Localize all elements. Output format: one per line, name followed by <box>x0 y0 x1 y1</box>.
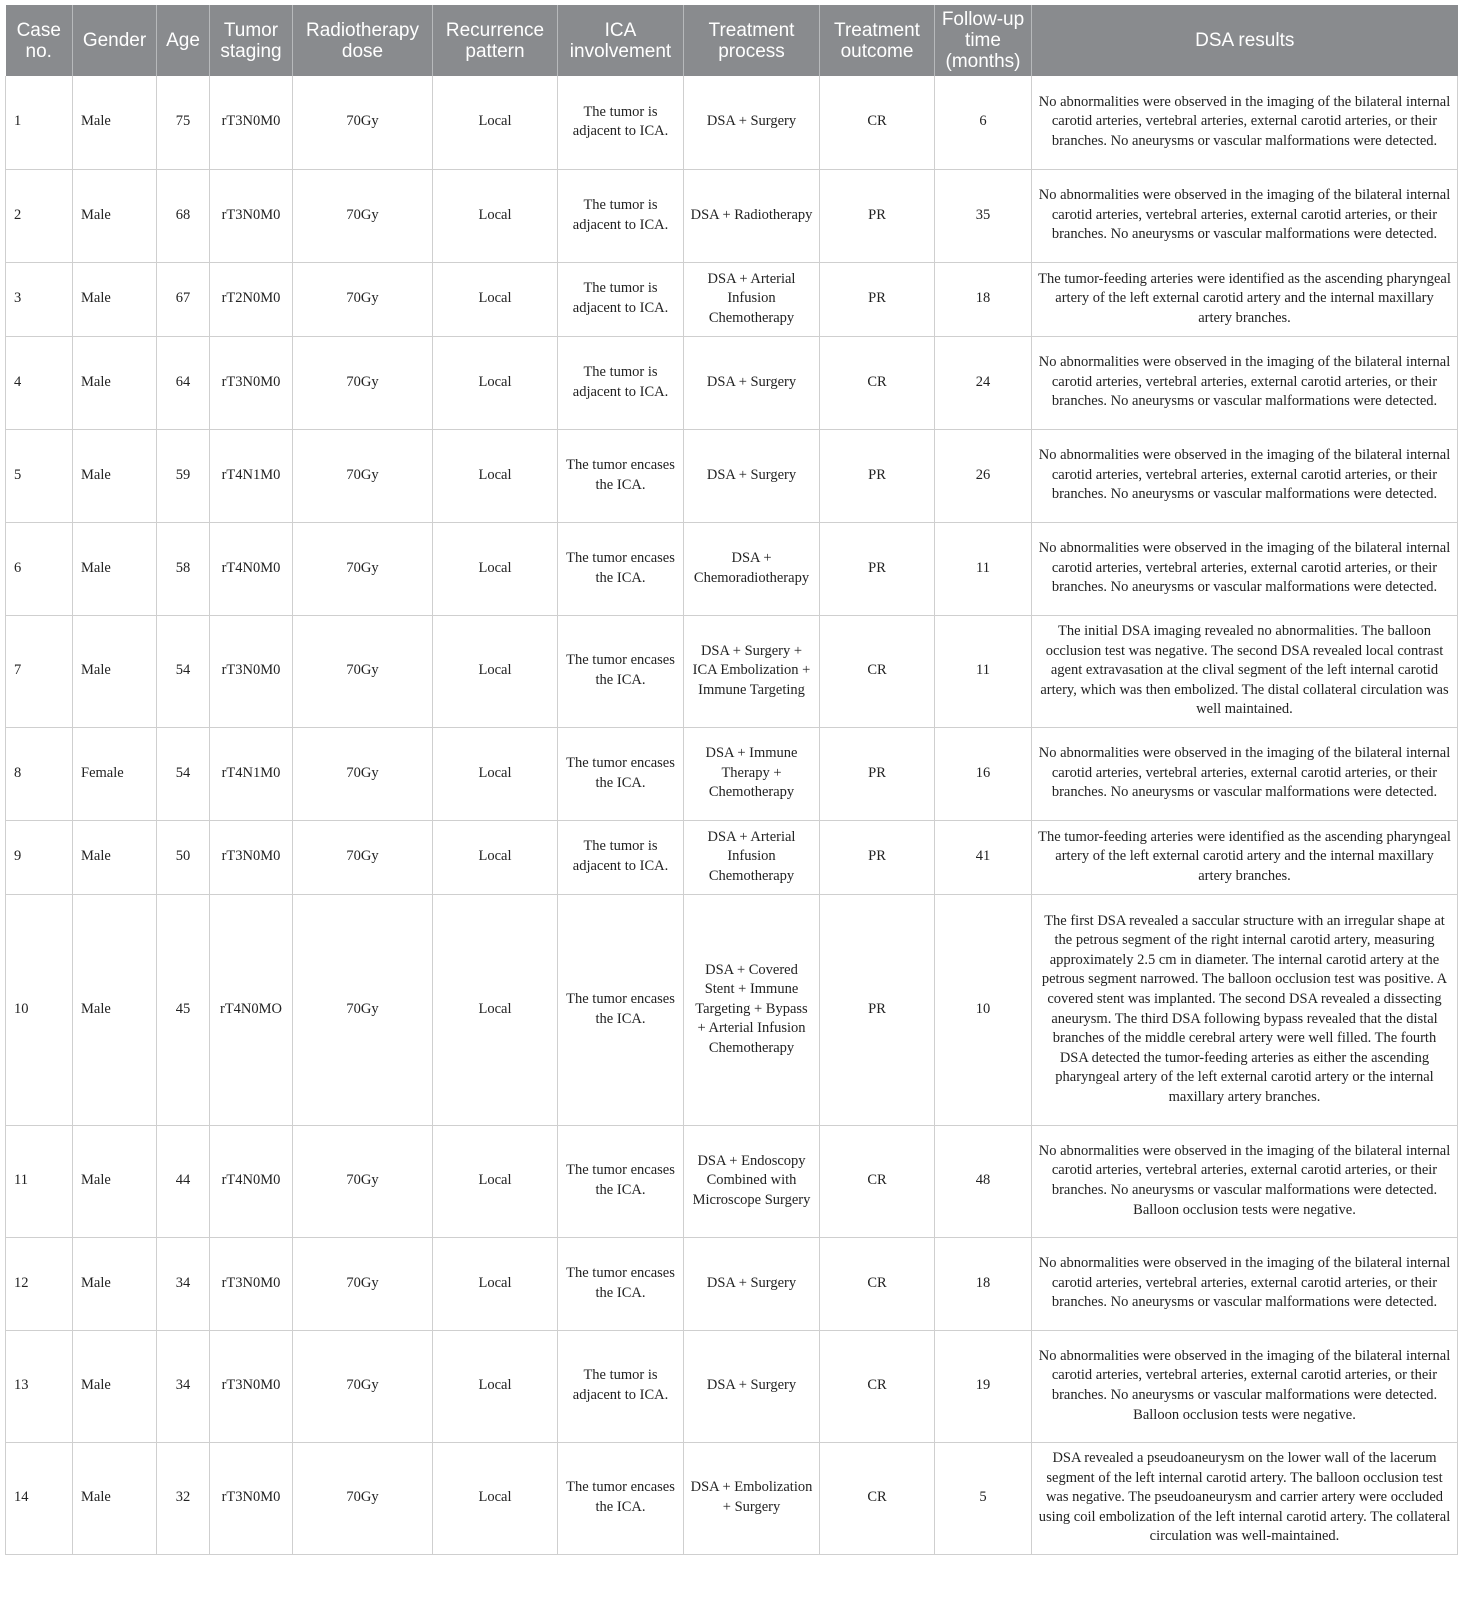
cell-tumor-staging: rT4N0MO <box>210 894 293 1125</box>
cell-ica-involvement: The tumor encases the ICA. <box>558 1442 684 1554</box>
cell-dsa-results: The initial DSA imaging revealed no abnormalities. The balloon occlusion test was negative. The second DSA revealed local contrast agent extravasation at the clival segment of the left internal carotid artery, which was then embolized. The distal collateral circulation was well maintained. <box>1032 615 1458 727</box>
cell-ica-involvement: The tumor is adjacent to ICA. <box>558 1330 684 1442</box>
table-row <box>6 1125 1458 1237</box>
header-gender: Gender <box>73 5 157 76</box>
header-age: Age <box>157 5 210 76</box>
cell-ica-involvement: The tumor is adjacent to ICA. <box>558 169 684 262</box>
cell-ica-involvement: The tumor is adjacent to ICA. <box>558 76 684 169</box>
cell-case-no: 1 <box>6 76 73 169</box>
cell-case-no: 10 <box>6 894 73 1125</box>
cell-gender: Male <box>73 1237 157 1330</box>
header-treatment-process: Treatment process <box>684 5 820 76</box>
cell-follow-up-time: 11 <box>935 615 1032 727</box>
cell-follow-up-time: 19 <box>935 1330 1032 1442</box>
cell-case-no: 5 <box>6 429 73 522</box>
table-row <box>6 169 1458 262</box>
cell-treatment-outcome: CR <box>820 76 935 169</box>
table-row <box>6 262 1458 336</box>
cell-radiotherapy-dose: 70Gy <box>293 262 433 336</box>
cell-follow-up-time: 11 <box>935 522 1032 615</box>
cell-treatment-outcome: CR <box>820 1125 935 1237</box>
cell-treatment-process: DSA + Surgery + ICA Embolization + Immune Targeting <box>684 615 820 727</box>
cell-gender: Female <box>73 727 157 820</box>
cell-dsa-results: No abnormalities were observed in the imaging of the bilateral internal carotid arteries, vertebral arteries, external carotid arteries, or their branches. No aneurysms or vascular malformations were detected. <box>1032 336 1458 429</box>
cell-recurrence-pattern: Local <box>433 615 558 727</box>
cell-treatment-outcome: CR <box>820 336 935 429</box>
cell-treatment-process: DSA + Surgery <box>684 1237 820 1330</box>
cell-treatment-process: DSA + Covered Stent + Immune Targeting + Bypass + Arterial Infusion Chemotherapy <box>684 894 820 1125</box>
cell-ica-involvement: The tumor is adjacent to ICA. <box>558 262 684 336</box>
cell-tumor-staging: rT2N0M0 <box>210 262 293 336</box>
cell-dsa-results: No abnormalities were observed in the imaging of the bilateral internal carotid arteries, vertebral arteries, external carotid arteries, or their branches. No aneurysms or vascular malformations were detected. Balloon occlusion tests were negative. <box>1032 1330 1458 1442</box>
cell-radiotherapy-dose: 70Gy <box>293 820 433 894</box>
cell-radiotherapy-dose: 70Gy <box>293 1237 433 1330</box>
cell-ica-involvement: The tumor encases the ICA. <box>558 1237 684 1330</box>
cell-treatment-outcome: PR <box>820 820 935 894</box>
cell-treatment-outcome: PR <box>820 727 935 820</box>
cell-tumor-staging: rT3N0M0 <box>210 336 293 429</box>
header-ica-involvement: ICA involvement <box>558 5 684 76</box>
cell-radiotherapy-dose: 70Gy <box>293 615 433 727</box>
cell-treatment-process: DSA + Surgery <box>684 1330 820 1442</box>
cell-case-no: 2 <box>6 169 73 262</box>
header-dsa-results: DSA results <box>1032 5 1458 76</box>
cell-radiotherapy-dose: 70Gy <box>293 894 433 1125</box>
cell-ica-involvement: The tumor encases the ICA. <box>558 429 684 522</box>
cell-recurrence-pattern: Local <box>433 262 558 336</box>
cell-gender: Male <box>73 429 157 522</box>
cell-treatment-outcome: CR <box>820 1237 935 1330</box>
cell-recurrence-pattern: Local <box>433 1442 558 1554</box>
cell-follow-up-time: 24 <box>935 336 1032 429</box>
cell-age: 59 <box>157 429 210 522</box>
cell-radiotherapy-dose: 70Gy <box>293 336 433 429</box>
table-row <box>6 1442 1458 1554</box>
cell-dsa-results: No abnormalities were observed in the imaging of the bilateral internal carotid arteries, vertebral arteries, external carotid arteries, or their branches. No aneurysms or vascular malformations were detected. <box>1032 429 1458 522</box>
cell-age: 68 <box>157 169 210 262</box>
table-row <box>6 615 1458 727</box>
cell-age: 64 <box>157 336 210 429</box>
cell-case-no: 7 <box>6 615 73 727</box>
cell-tumor-staging: rT4N1M0 <box>210 727 293 820</box>
cell-gender: Male <box>73 262 157 336</box>
cell-recurrence-pattern: Local <box>433 894 558 1125</box>
cell-gender: Male <box>73 1125 157 1237</box>
table-body <box>6 76 1458 1554</box>
cell-ica-involvement: The tumor encases the ICA. <box>558 894 684 1125</box>
cell-treatment-process: DSA + Surgery <box>684 336 820 429</box>
table-container <box>5 5 1457 1555</box>
cell-follow-up-time: 18 <box>935 262 1032 336</box>
cell-tumor-staging: rT4N1M0 <box>210 429 293 522</box>
table-row <box>6 429 1458 522</box>
cell-case-no: 9 <box>6 820 73 894</box>
cell-dsa-results: No abnormalities were observed in the imaging of the bilateral internal carotid arteries, vertebral arteries, external carotid arteries, or their branches. No aneurysms or vascular malformations were detected. <box>1032 522 1458 615</box>
cell-tumor-staging: rT4N0M0 <box>210 1125 293 1237</box>
cell-age: 34 <box>157 1330 210 1442</box>
cell-age: 50 <box>157 820 210 894</box>
cell-age: 67 <box>157 262 210 336</box>
cell-radiotherapy-dose: 70Gy <box>293 1442 433 1554</box>
cell-radiotherapy-dose: 70Gy <box>293 727 433 820</box>
cell-radiotherapy-dose: 70Gy <box>293 1330 433 1442</box>
cell-recurrence-pattern: Local <box>433 522 558 615</box>
cell-recurrence-pattern: Local <box>433 76 558 169</box>
cell-case-no: 12 <box>6 1237 73 1330</box>
cell-tumor-staging: rT3N0M0 <box>210 1237 293 1330</box>
cell-tumor-staging: rT3N0M0 <box>210 1330 293 1442</box>
cell-age: 45 <box>157 894 210 1125</box>
cell-radiotherapy-dose: 70Gy <box>293 522 433 615</box>
cell-gender: Male <box>73 76 157 169</box>
table-row <box>6 820 1458 894</box>
cell-treatment-process: DSA + Endoscopy Combined with Microscope Surgery <box>684 1125 820 1237</box>
cell-follow-up-time: 16 <box>935 727 1032 820</box>
cell-treatment-outcome: PR <box>820 522 935 615</box>
cell-tumor-staging: rT3N0M0 <box>210 169 293 262</box>
cell-recurrence-pattern: Local <box>433 1330 558 1442</box>
cell-dsa-results: No abnormalities were observed in the imaging of the bilateral internal carotid arteries, vertebral arteries, external carotid arteries, or their branches. No aneurysms or vascular malformations were detected. <box>1032 76 1458 169</box>
cell-treatment-outcome: PR <box>820 894 935 1125</box>
header-follow-up-time: Follow-up time (months) <box>935 5 1032 76</box>
cell-treatment-process: DSA + Chemoradiotherapy <box>684 522 820 615</box>
cell-dsa-results: The first DSA revealed a saccular structure with an irregular shape at the petrous segment of the right internal carotid artery, measuring approximately 2.5 cm in diameter. The internal carotid artery at the petrous segment narrowed. The balloon occlusion test was positive. A covered stent was implanted. The second DSA revealed a dissecting aneurysm. The third DSA following bypass revealed that the distal branches of the middle cerebral artery were well filled. The fourth DSA detected the tumor-feeding arteries as either the ascending pharyngeal artery of the left external carotid artery or the internal maxillary artery branches. <box>1032 894 1458 1125</box>
table-row <box>6 894 1458 1125</box>
cell-case-no: 3 <box>6 262 73 336</box>
cell-dsa-results: No abnormalities were observed in the imaging of the bilateral internal carotid arteries, vertebral arteries, external carotid arteries, or their branches. No aneurysms or vascular malformations were detected. <box>1032 727 1458 820</box>
cell-follow-up-time: 18 <box>935 1237 1032 1330</box>
cell-recurrence-pattern: Local <box>433 336 558 429</box>
cell-age: 44 <box>157 1125 210 1237</box>
cell-gender: Male <box>73 615 157 727</box>
cell-treatment-process: DSA + Surgery <box>684 76 820 169</box>
cell-follow-up-time: 6 <box>935 76 1032 169</box>
cell-treatment-process: DSA + Embolization + Surgery <box>684 1442 820 1554</box>
cell-treatment-process: DSA + Immune Therapy + Chemotherapy <box>684 727 820 820</box>
cell-radiotherapy-dose: 70Gy <box>293 429 433 522</box>
cell-follow-up-time: 26 <box>935 429 1032 522</box>
header-case-no: Case no. <box>6 5 73 76</box>
cell-age: 34 <box>157 1237 210 1330</box>
cell-age: 58 <box>157 522 210 615</box>
cell-recurrence-pattern: Local <box>433 727 558 820</box>
cell-recurrence-pattern: Local <box>433 820 558 894</box>
cell-recurrence-pattern: Local <box>433 429 558 522</box>
cell-follow-up-time: 10 <box>935 894 1032 1125</box>
header-recurrence-pattern: Recurrence pattern <box>433 5 558 76</box>
cell-radiotherapy-dose: 70Gy <box>293 169 433 262</box>
cell-age: 32 <box>157 1442 210 1554</box>
cell-dsa-results: The tumor-feeding arteries were identified as the ascending pharyngeal artery of the left external carotid artery and the internal maxillary artery branches. <box>1032 262 1458 336</box>
cell-follow-up-time: 48 <box>935 1125 1032 1237</box>
cell-age: 54 <box>157 615 210 727</box>
cell-ica-involvement: The tumor encases the ICA. <box>558 1125 684 1237</box>
header-radiotherapy-dose: Radiotherapy dose <box>293 5 433 76</box>
header-tumor-staging: Tumor staging <box>210 5 293 76</box>
cell-tumor-staging: rT3N0M0 <box>210 615 293 727</box>
cell-treatment-outcome: CR <box>820 615 935 727</box>
cell-case-no: 8 <box>6 727 73 820</box>
table-row <box>6 76 1458 169</box>
cell-dsa-results: The tumor-feeding arteries were identified as the ascending pharyngeal artery of the left external carotid artery and the internal maxillary artery branches. <box>1032 820 1458 894</box>
cell-treatment-process: DSA + Arterial Infusion Chemotherapy <box>684 262 820 336</box>
table-row <box>6 522 1458 615</box>
cell-gender: Male <box>73 894 157 1125</box>
cell-case-no: 13 <box>6 1330 73 1442</box>
cell-treatment-process: DSA + Arterial Infusion Chemotherapy <box>684 820 820 894</box>
cell-radiotherapy-dose: 70Gy <box>293 76 433 169</box>
cell-ica-involvement: The tumor encases the ICA. <box>558 615 684 727</box>
cell-case-no: 14 <box>6 1442 73 1554</box>
cell-gender: Male <box>73 1442 157 1554</box>
cell-dsa-results: No abnormalities were observed in the imaging of the bilateral internal carotid arteries, vertebral arteries, external carotid arteries, or their branches. No aneurysms or vascular malformations were detected. Balloon occlusion tests were negative. <box>1032 1125 1458 1237</box>
table-row <box>6 727 1458 820</box>
cell-treatment-process: DSA + Radiotherapy <box>684 169 820 262</box>
cell-tumor-staging: rT4N0M0 <box>210 522 293 615</box>
cell-treatment-outcome: CR <box>820 1330 935 1442</box>
cell-case-no: 4 <box>6 336 73 429</box>
cell-ica-involvement: The tumor is adjacent to ICA. <box>558 820 684 894</box>
table-row <box>6 1237 1458 1330</box>
cell-treatment-outcome: CR <box>820 1442 935 1554</box>
cell-case-no: 11 <box>6 1125 73 1237</box>
cell-follow-up-time: 41 <box>935 820 1032 894</box>
table-row <box>6 1330 1458 1442</box>
cell-recurrence-pattern: Local <box>433 1237 558 1330</box>
cell-treatment-outcome: PR <box>820 262 935 336</box>
cell-follow-up-time: 35 <box>935 169 1032 262</box>
cell-gender: Male <box>73 169 157 262</box>
cell-ica-involvement: The tumor is adjacent to ICA. <box>558 336 684 429</box>
cell-ica-involvement: The tumor encases the ICA. <box>558 727 684 820</box>
cell-follow-up-time: 5 <box>935 1442 1032 1554</box>
cell-case-no: 6 <box>6 522 73 615</box>
cell-age: 75 <box>157 76 210 169</box>
cell-radiotherapy-dose: 70Gy <box>293 1125 433 1237</box>
cell-dsa-results: No abnormalities were observed in the imaging of the bilateral internal carotid arteries, vertebral arteries, external carotid arteries, or their branches. No aneurysms or vascular malformations were detected. <box>1032 169 1458 262</box>
table-row <box>6 336 1458 429</box>
header-row <box>6 5 1458 76</box>
cell-gender: Male <box>73 820 157 894</box>
cell-recurrence-pattern: Local <box>433 1125 558 1237</box>
cell-age: 54 <box>157 727 210 820</box>
cell-gender: Male <box>73 522 157 615</box>
cell-gender: Male <box>73 336 157 429</box>
cell-recurrence-pattern: Local <box>433 169 558 262</box>
cell-dsa-results: DSA revealed a pseudoaneurysm on the lower wall of the lacerum segment of the left internal carotid artery. The balloon occlusion test was negative. The pseudoaneurysm and carrier artery were occluded using coil embolization of the left internal carotid artery. The collateral circulation was well-maintained. <box>1032 1442 1458 1554</box>
header-treatment-outcome: Treatment outcome <box>820 5 935 76</box>
cell-treatment-outcome: PR <box>820 169 935 262</box>
cell-treatment-process: DSA + Surgery <box>684 429 820 522</box>
cell-gender: Male <box>73 1330 157 1442</box>
cell-tumor-staging: rT3N0M0 <box>210 820 293 894</box>
cell-tumor-staging: rT3N0M0 <box>210 1442 293 1554</box>
cell-treatment-outcome: PR <box>820 429 935 522</box>
cell-dsa-results: No abnormalities were observed in the imaging of the bilateral internal carotid arteries, vertebral arteries, external carotid arteries, or their branches. No aneurysms or vascular malformations were detected. <box>1032 1237 1458 1330</box>
case-table <box>5 5 1458 1555</box>
cell-tumor-staging: rT3N0M0 <box>210 76 293 169</box>
cell-ica-involvement: The tumor encases the ICA. <box>558 522 684 615</box>
